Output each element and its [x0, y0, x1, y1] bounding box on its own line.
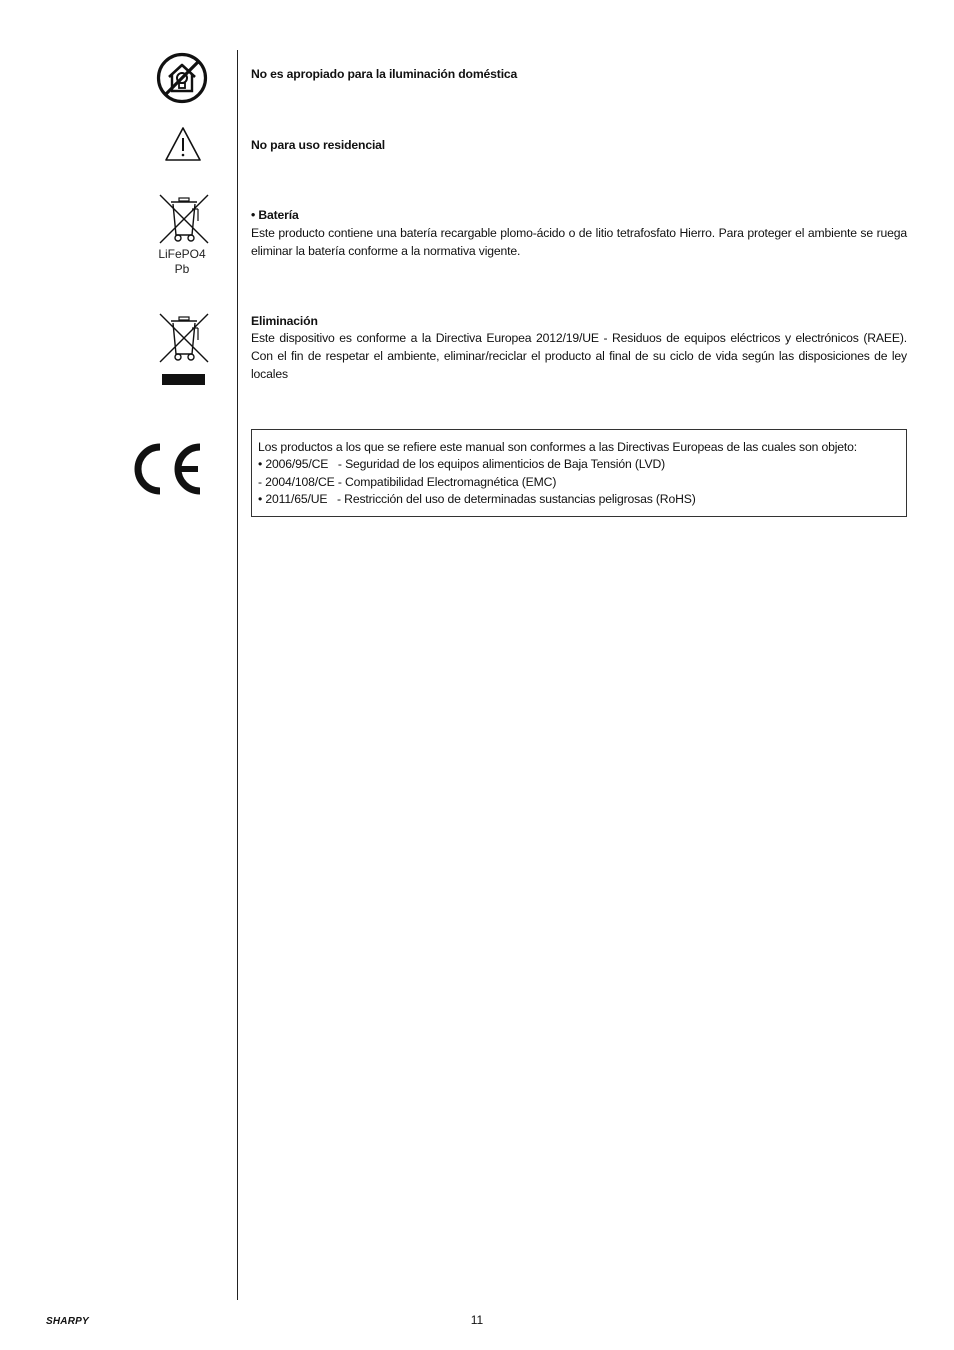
disposal-title: Eliminación	[251, 314, 318, 328]
residential-title: No para uso residencial	[251, 138, 386, 152]
disposal-text: Este dispositivo es conforme a la Directiva Europea 2012/19/UE - Residuos de equipos eléctricos y electrónicos (RAEE). Con el fin de respetar el ambiente, eliminar/reciclar el producto al final de su ciclo de vida según las disposiciones de ley locales	[251, 331, 907, 381]
ce-conformity-box	[251, 429, 907, 517]
ce-directive-line: • 2011/65/UE - Restricción del uso de determinadas sustancias peligrosas (RoHS)	[258, 492, 696, 507]
ce-directive-line: • 2006/95/CE - Seguridad de los equipos alimenticios de Baja Tensión (LVD)	[258, 457, 666, 472]
ce-mark-icon	[134, 442, 206, 496]
domestic-title: No es apropiado para la iluminación doméstica	[251, 67, 518, 81]
ce-intro: Los productos a los que se refiere este manual son conformes a las Directivas Europeas de las cuales son objeto:	[258, 440, 858, 454]
page-number: 11	[470, 1313, 484, 1327]
crossed-out-bin-icon	[158, 193, 210, 245]
separate-collection-bar	[162, 374, 205, 385]
footer-brand: SHARPY	[46, 1316, 89, 1327]
battery-type-label: LiFePO4	[158, 247, 206, 261]
battery-type-label: Pb	[174, 262, 190, 276]
battery-text: Este producto contiene una batería recargable plomo-ácido o de litio tetrafosfato Hierro. Para proteger el ambiente se ruega eliminar la batería conforme a la normativa vigente.	[251, 226, 907, 258]
ce-directive-line: - 2004/108/CE - Compatibilidad Electromagnética (EMC)	[258, 474, 557, 489]
warning-triangle-icon	[164, 126, 202, 162]
no-household-lighting-icon	[156, 52, 208, 104]
battery-title: • Batería	[251, 208, 299, 222]
crossed-out-bin-icon	[158, 312, 210, 364]
column-divider	[237, 50, 238, 1300]
